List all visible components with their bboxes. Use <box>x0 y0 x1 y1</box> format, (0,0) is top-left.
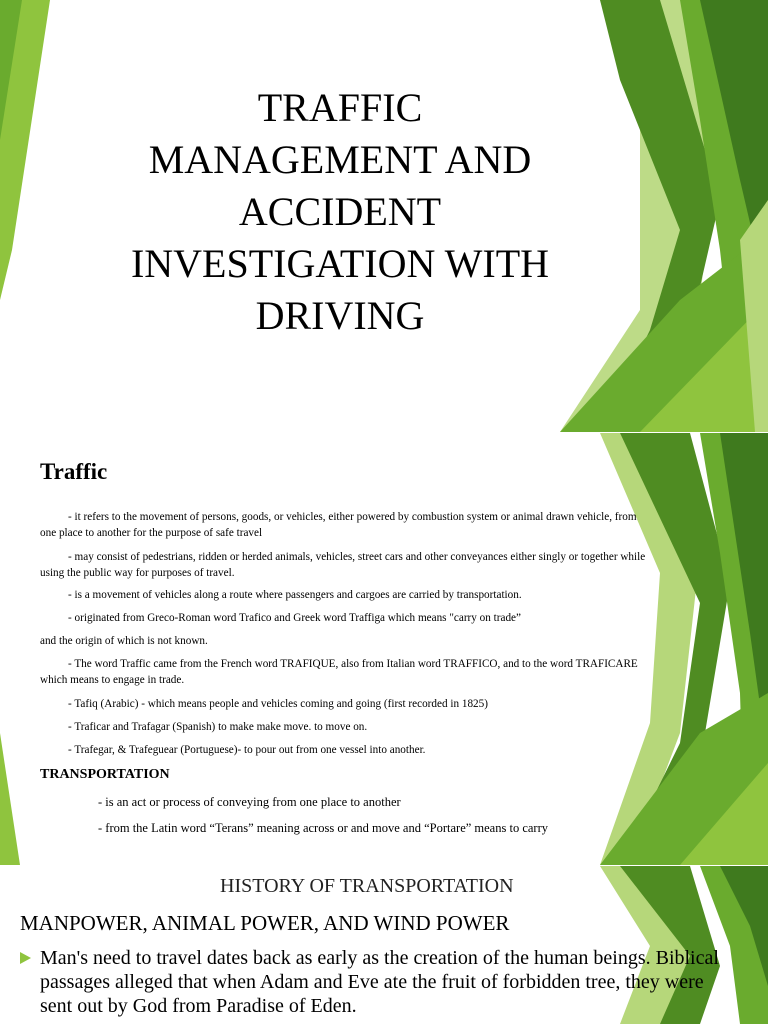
title-line: INVESTIGATION WITH <box>130 241 550 286</box>
title-line: TRAFFIC <box>257 85 423 130</box>
body-line: - is an act or process of conveying from one place to another <box>98 795 401 809</box>
slide-heading: Traffic <box>40 459 108 484</box>
body-line: - originated from Greco-Roman word Trafico and Greek word Traffiga which means "carry on trade” <box>68 612 521 624</box>
title-line: DRIVING <box>255 293 425 338</box>
body-line: and the origin of which is not known. <box>40 635 208 647</box>
body-line: - it refers to the movement of persons, goods, or vehicles, either powered by combustion system or animal drawn vehicle, from <box>68 511 637 523</box>
body-line: - is a movement of vehicles along a route where passengers and cargoes are carried by transportation. <box>68 589 522 601</box>
body-line: - may consist of pedestrians, ridden or herded animals, vehicles, street cars and other conveyances either singly or together while <box>68 551 646 563</box>
bullet-arrow-icon <box>20 952 31 964</box>
slide-title <box>90 82 590 342</box>
body-line: one place to another for the purpose of safe travel <box>40 527 263 539</box>
bullet-text: Man's need to travel dates back as early as the creation of the human beings. Biblical passages alleged that when Adam and Eve ate the fruit of forbidden tree, they were sent out by God from Paradise of Eden. <box>40 947 719 1017</box>
body-line: - The word Traffic came from the French word TRAFIQUE, also from Italian word TRAFFICO, and to the word TRAFICARE <box>68 658 638 670</box>
body-line: using the public way for purposes of travel. <box>40 567 235 579</box>
title-line: MANAGEMENT AND <box>148 137 532 182</box>
slide-heading: HISTORY OF TRANSPORTATION <box>220 875 514 897</box>
transportation-heading: TRANSPORTATION <box>40 767 170 782</box>
slide-subheading: MANPOWER, ANIMAL POWER, AND WIND POWER <box>20 911 510 935</box>
body-line: which means to engage in trade. <box>40 674 185 686</box>
title-slide <box>0 0 768 432</box>
body-line: - Trafegar, & Trafeguear (Portuguese)- to pour out from one vessel into another. <box>68 744 426 756</box>
history-slide <box>0 866 768 1024</box>
body-line: - Tafiq (Arabic) - which means people and vehicles coming and going (first recorded in 1825) <box>68 698 488 710</box>
body-line: - from the Latin word “Terans” meaning across or and move and “Portare” means to carry <box>98 821 548 835</box>
title-line: ACCIDENT <box>238 189 442 234</box>
traffic-slide <box>0 433 768 865</box>
body-line: - Traficar and Trafagar (Spanish) to make make move. to move on. <box>68 721 368 733</box>
